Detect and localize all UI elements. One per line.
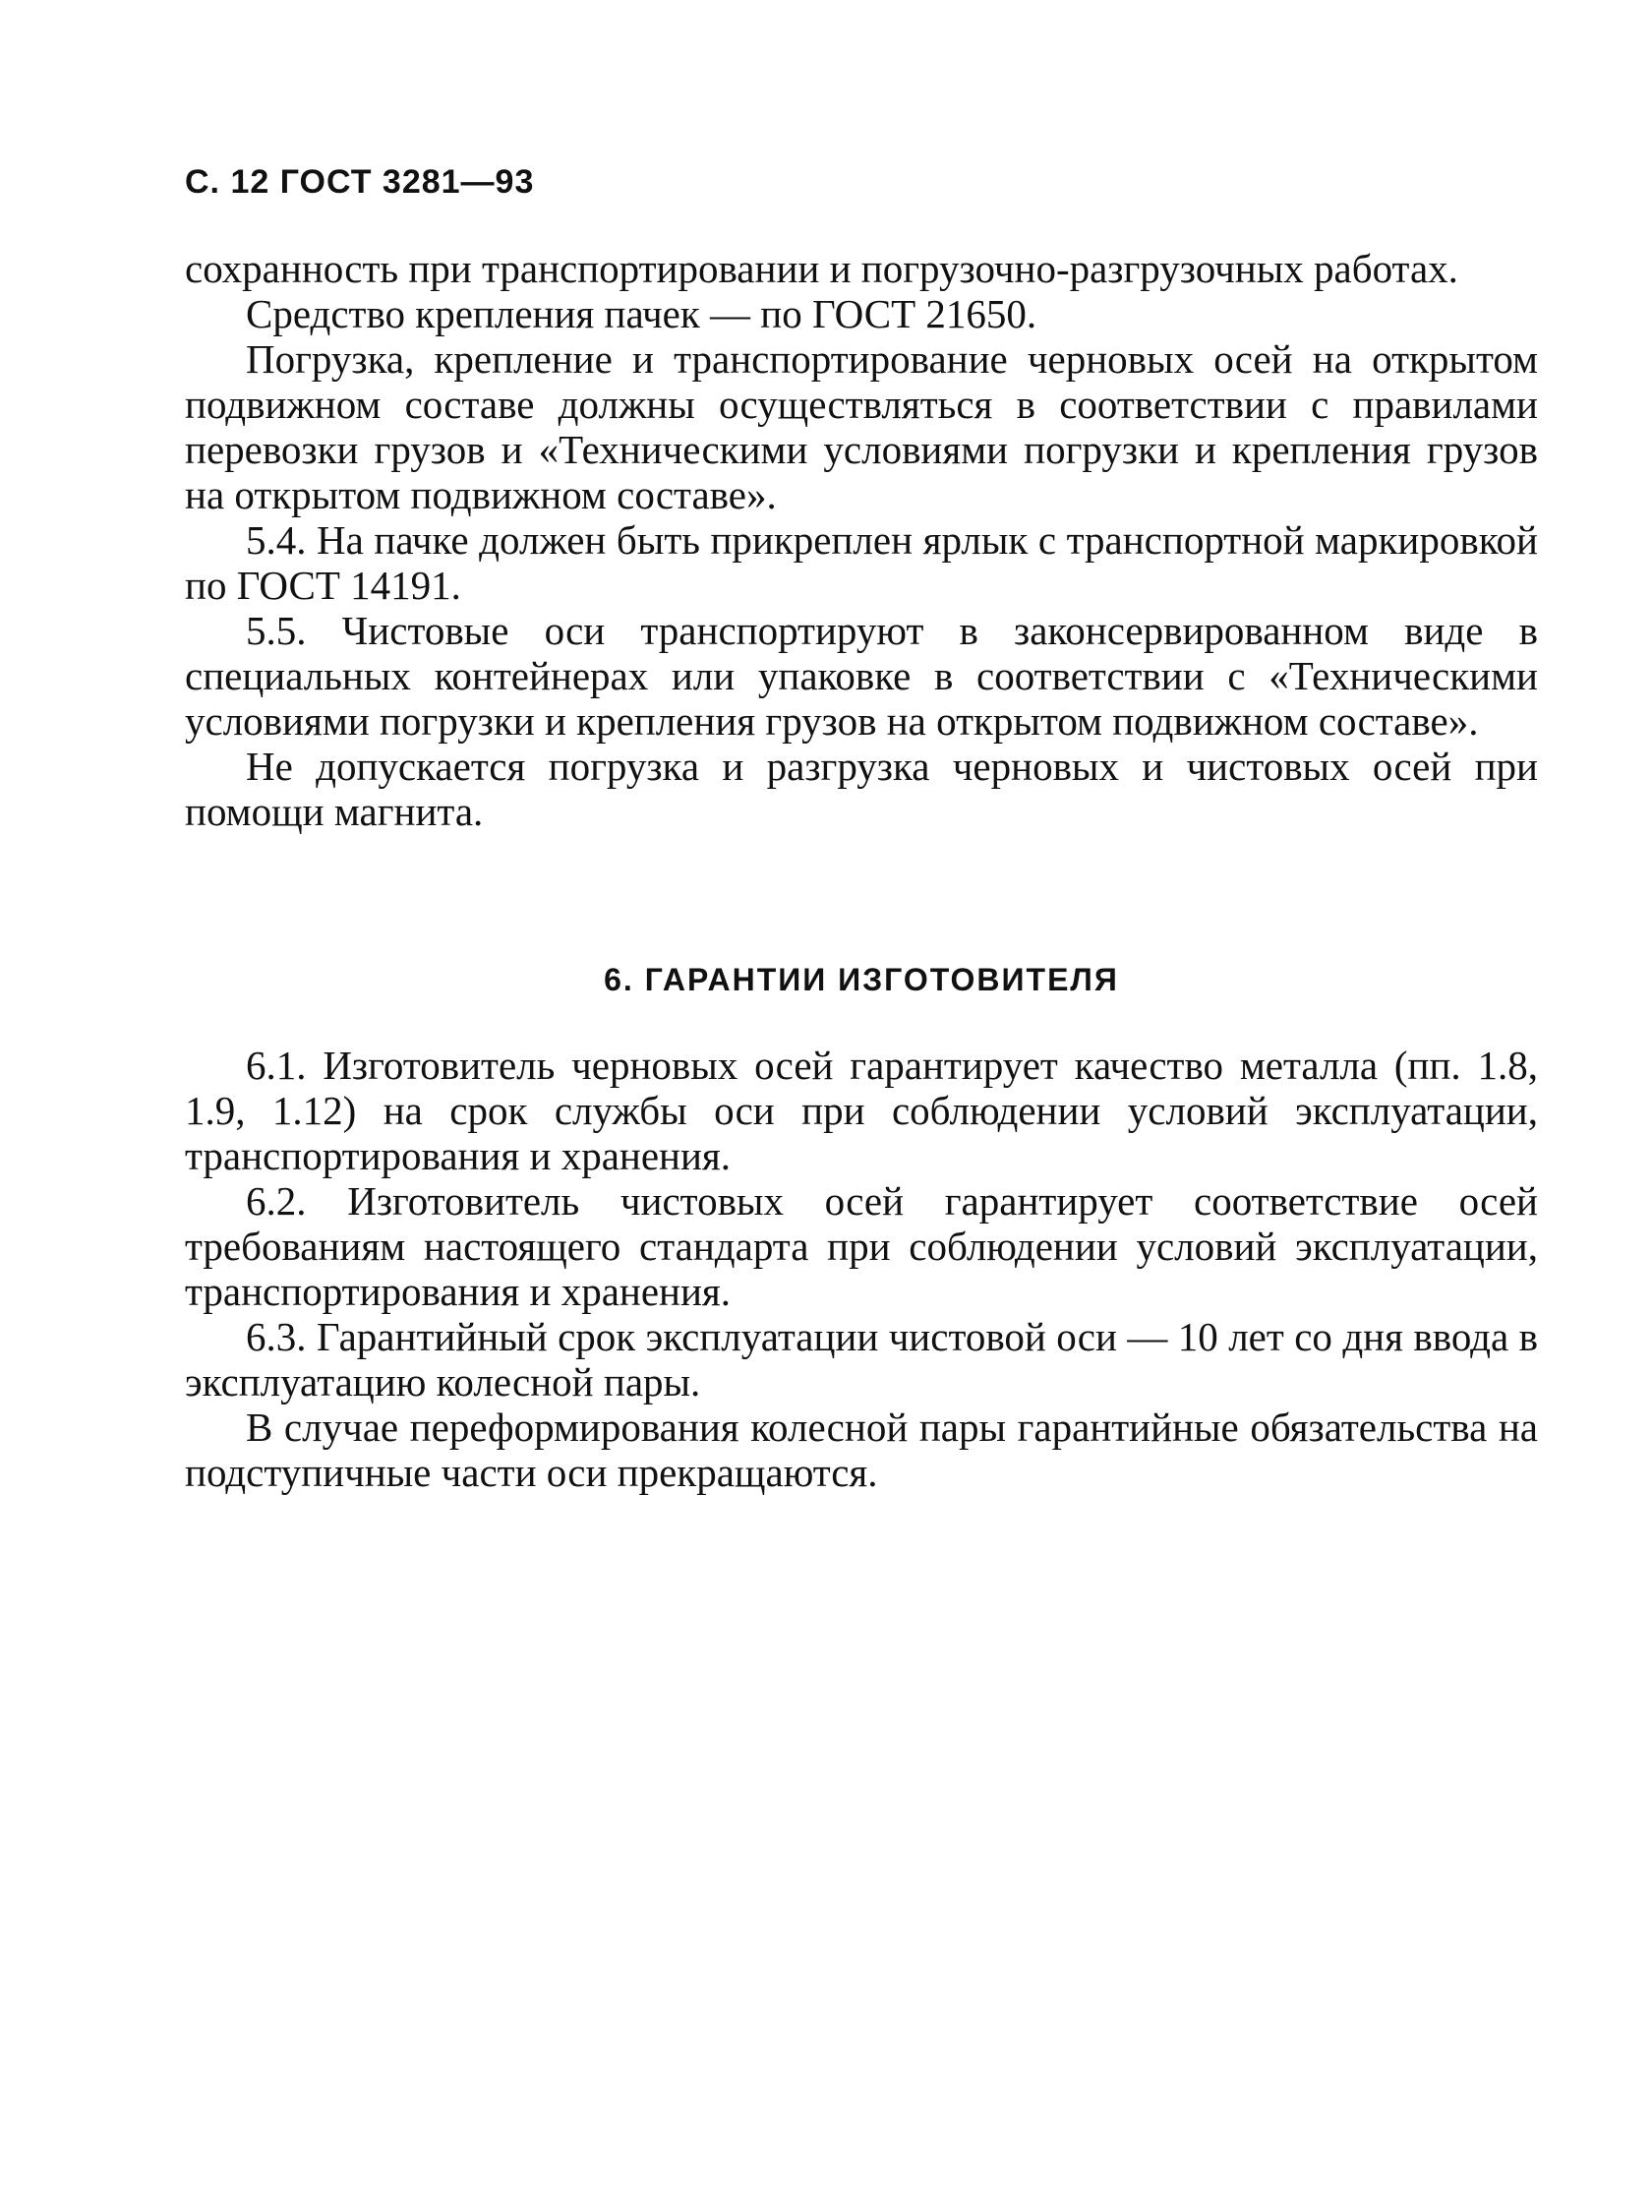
paragraph-fastening: Средство крепления пачек — по ГОСТ 21650. [246, 291, 1037, 336]
paragraph-6-3: 6.3. Гарантийный срок эксплуатации чистовой оси — 10 лет со дня ввода в эксплуатацию колесной пары. [185, 1314, 1538, 1405]
paragraph-continuation: сохранность при транспортировании и погрузочно-разгрузочных работах. [185, 246, 1458, 291]
paragraph-6-1: 6.1. Изготовитель черновых осей гарантирует качество металла (пп. 1.8, 1.9, 1.12) на срок службы оси при соблюдении условий эксплуатации, транспортирования и хранения. [185, 1043, 1538, 1178]
paragraph-6-2: 6.2. Изготовитель чистовых осей гарантирует соответствие осей требованиям настоящего стандарта при соблюдении условий эксплуатации, транспортирования и хранения. [185, 1178, 1538, 1314]
section-6-body [185, 1043, 1538, 1495]
paragraph-loading: Погрузка, крепление и транспортирование черновых осей на открытом подвижном составе должны осуществляться в соответствии с правилами перевозки грузов и «Техническими условиями погрузки и крепления грузов на открытом подвижном составе». [185, 336, 1538, 517]
paragraph-warranty-end: В случае переформирования колесной пары гарантийные обязательства на подступичные части оси прекращаются. [185, 1405, 1538, 1495]
section-6-title: 6. ГАРАНТИИ ИЗГОТОВИТЕЛЯ [604, 962, 1119, 997]
section-5-continuation [185, 246, 1538, 834]
running-head: С. 12 ГОСТ 3281—93 [185, 163, 535, 201]
paragraph-5-5: 5.5. Чистовые оси транспортируют в законсервированном виде в специальных контейнерах или упаковке в соответствии с «Техническими условиями погрузки и крепления грузов на открытом подвижном составе». [185, 608, 1538, 744]
paragraph-magnet: Не допускается погрузка и разгрузка черновых и чистовых осей при помощи магнита. [185, 744, 1538, 834]
paragraph-5-4: 5.4. На пачке должен быть прикреплен ярлык с транспортной маркировкой по ГОСТ 14191. [185, 517, 1538, 608]
